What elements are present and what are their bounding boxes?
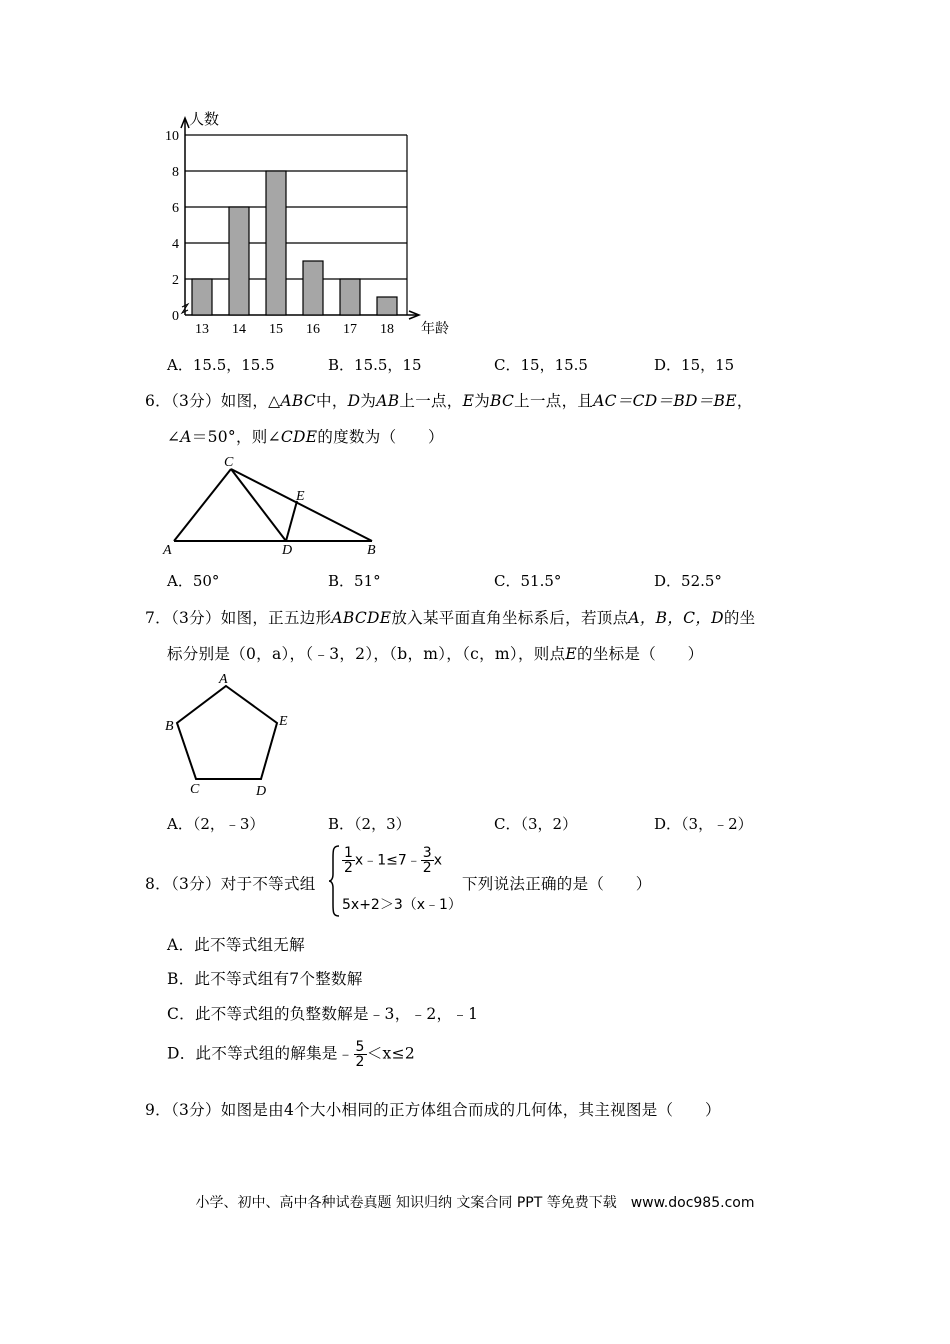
q8-brace bbox=[328, 844, 342, 918]
bar bbox=[266, 171, 286, 315]
q7-option-b: B．（2，3） bbox=[328, 815, 411, 833]
x-tick-label: 17 bbox=[343, 322, 357, 337]
q6-option-c: C．51.5° bbox=[494, 572, 562, 590]
q8-inequality-1: $\frac{1}{2}$ x﹣1≤7﹣ $\frac{3}{2}$ x bbox=[344, 845, 442, 876]
q6-label-b: B bbox=[367, 543, 376, 558]
q9-line: 9．（3分）如图是由4个大小相同的正方体组合而成的几何体，其主视图是（ ） bbox=[145, 1101, 721, 1119]
q6-label-c: C bbox=[224, 455, 234, 470]
q6-line-2: ∠A＝50°，则∠CDE的度数为（ ） bbox=[167, 428, 444, 446]
q6-option-a: A．50° bbox=[167, 572, 220, 590]
bar bbox=[229, 207, 249, 315]
q8-option-b: B．此不等式组有7个整数解 bbox=[167, 970, 363, 988]
q7-label-b: B bbox=[165, 719, 174, 734]
q6-triangle-figure bbox=[160, 450, 390, 560]
q6-label-d: D bbox=[282, 543, 293, 558]
x-axis-title: 年龄 bbox=[421, 322, 449, 337]
q8-option-c: C．此不等式组的负整数解是﹣3，﹣2，﹣1 bbox=[167, 1005, 479, 1023]
q7-option-d: D．（3，﹣2） bbox=[654, 815, 753, 833]
q7-label-e: E bbox=[279, 714, 288, 729]
q6-label-e: E bbox=[296, 489, 305, 504]
q7-pentagon-figure bbox=[160, 668, 310, 800]
q8-option-a: A．此不等式组无解 bbox=[167, 936, 305, 954]
q7-label-d: D bbox=[256, 784, 267, 799]
q7-label-c: C bbox=[190, 782, 200, 797]
y-tick-label: 4 bbox=[172, 237, 179, 252]
axis-break-mark bbox=[182, 304, 188, 313]
x-tick-label: 15 bbox=[269, 322, 283, 337]
q7-line-2: 标分别是（0，a），（﹣3，2），（b，m），（c，m），则点E的坐标是（ ） bbox=[167, 645, 704, 663]
q8-option-d: D．此不等式组的解集是﹣ $\frac{5}{2}$ ＜x≤2 bbox=[167, 1039, 416, 1070]
y-tick-label: 10 bbox=[165, 129, 179, 144]
x-tick-label: 14 bbox=[232, 322, 246, 337]
q7-option-a: A．（2，﹣3） bbox=[167, 815, 265, 833]
q8-lead: 8．（3分）对于不等式组 bbox=[145, 875, 316, 893]
q6-label-a: A bbox=[163, 543, 172, 558]
q8-inequality-2: 5x+2＞3（x﹣1） bbox=[342, 897, 462, 913]
bar bbox=[192, 279, 212, 315]
q6-line-1: 6．（3分）如图，△ABC中，D为AB上一点，E为BC上一点，且AC＝CD＝BD＝BE， bbox=[145, 392, 753, 410]
bar bbox=[377, 297, 397, 315]
y-axis-title: 人数 bbox=[189, 112, 220, 128]
x-tick-label: 16 bbox=[306, 322, 320, 337]
y-tick-label: 6 bbox=[172, 201, 179, 216]
q8-tail: 下列说法正确的是（ ） bbox=[462, 875, 652, 893]
q7-line-1: 7．（3分）如图，正五边形ABCDE放入某平面直角坐标系后，若顶点A，B，C，D的坐 bbox=[145, 609, 756, 627]
q7-label-a: A bbox=[219, 672, 228, 687]
q6-option-d: D．52.5° bbox=[654, 572, 722, 590]
age-bar-chart bbox=[155, 108, 455, 340]
q5-option-c: C．15，15.5 bbox=[494, 356, 588, 374]
y-tick-label: 0 bbox=[172, 309, 179, 324]
y-tick-label: 8 bbox=[172, 165, 179, 180]
q5-option-d: D．15，15 bbox=[654, 356, 735, 374]
q6-option-b: B．51° bbox=[328, 572, 381, 590]
x-tick-label: 18 bbox=[380, 322, 394, 337]
y-tick-label: 2 bbox=[172, 273, 179, 288]
bar bbox=[303, 261, 323, 315]
page-footer: 小学、初中、高中各种试卷真题 知识归纳 文案合同 PPT 等免费下载 www.doc985.com bbox=[195, 1195, 755, 1211]
q5-option-a: A．15.5，15.5 bbox=[167, 356, 275, 374]
q5-option-b: B．15.5，15 bbox=[328, 356, 422, 374]
q7-option-c: C．（3，2） bbox=[494, 815, 578, 833]
bar bbox=[340, 279, 360, 315]
x-tick-label: 13 bbox=[195, 322, 209, 337]
